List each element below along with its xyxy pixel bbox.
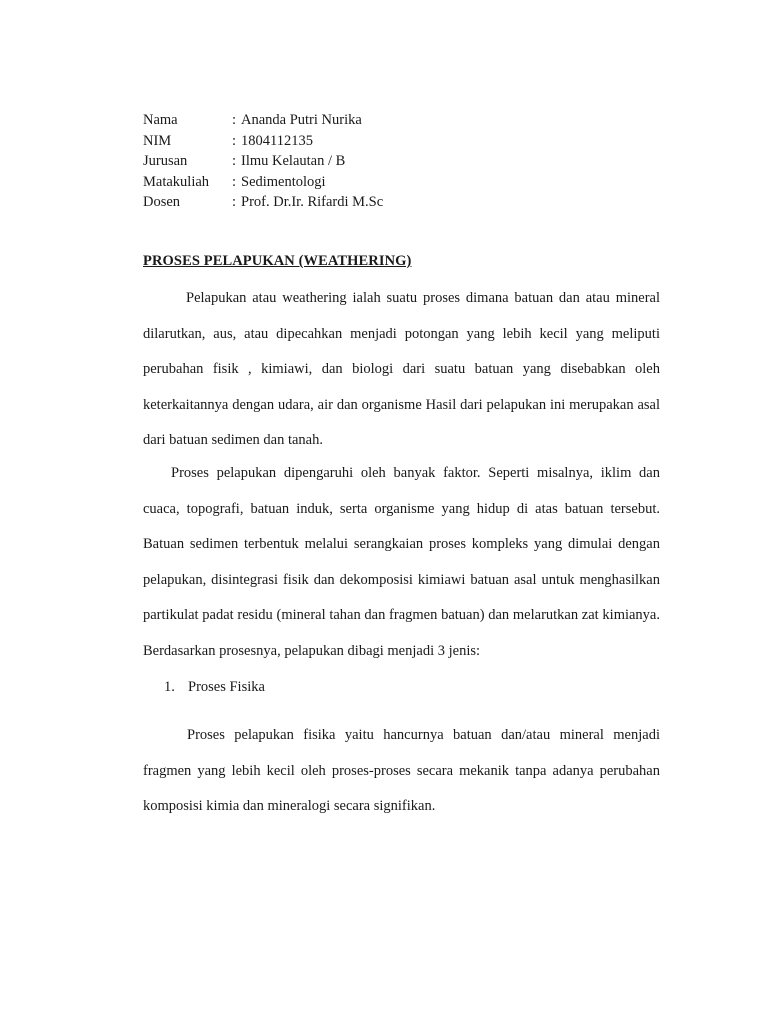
identity-value: Sedimentologi	[241, 173, 326, 190]
identity-label: Nama	[143, 112, 178, 128]
list-item-text: Proses Fisika	[188, 679, 265, 695]
identity-value: Ilmu Kelautan / B	[241, 153, 346, 169]
identity-separator: :	[232, 173, 237, 190]
identity-separator: :	[232, 132, 237, 149]
identity-row-dosen	[143, 192, 383, 213]
identity-separator: :	[232, 194, 237, 210]
identity-value: 1804112135	[241, 132, 313, 149]
identity-label: Dosen	[143, 194, 181, 210]
identity-label: Jurusan	[143, 153, 188, 169]
identity-value: Ananda Putri Nurika	[241, 112, 362, 128]
paragraph-factors: Proses pelapukan dipengaruhi oleh banyak faktor. Seperti misalnya, iklim dan cuaca, topografi, batuan induk, serta organisme yang hidup di atas batuan tersebut. Batuan sedimen terbentuk melalui serangkaian proses kompleks yang dimulai dengan pelapukan, disintegrasi fisik dan dekomposisi kimiawi batuan asal untuk menghasilkan partikulat padat residu (mineral tahan dan fragmen batuan) dan melarutkan zat kimianya. Berdasarkan prosesnya, pelapukan dibagi menjadi 3 jenis:	[143, 465, 660, 659]
identity-label: NIM	[143, 132, 172, 149]
identity-row-nim	[143, 131, 383, 152]
identity-label: Matakuliah	[143, 173, 210, 190]
identity-row-matakuliah	[143, 172, 383, 193]
identity-separator: :	[232, 112, 237, 128]
identity-block	[143, 110, 383, 213]
section-title: PROSES PELAPUKAN (WEATHERING)	[143, 253, 412, 269]
paragraph-physical-weathering: Proses pelapukan fisika yaitu hancurnya batuan dan/atau mineral menjadi fragmen yang lebih kecil oleh proses-proses secara mekanik tanpa adanya perubahan komposisi kimia dan mineralogi secara signifikan.	[143, 727, 660, 815]
list-item-physical-process	[164, 679, 265, 696]
identity-row-jurusan	[143, 151, 383, 172]
paragraph-definition: Pelapukan atau weathering ialah suatu proses dimana batuan dan atau mineral dilarutkan, aus, atau dipecahkan menjadi potongan yang lebih kecil yang meliputi perubahan fisik , kimiawi, dan biologi dari suatu batuan yang disebabkan oleh keterkaitannya dengan udara, air dan organisme Hasil dari pelapukan ini merupakan asal dari batuan sedimen dan tanah.	[143, 290, 660, 449]
identity-row-name	[143, 110, 383, 131]
list-number: 1.	[164, 679, 175, 695]
identity-value: Prof. Dr.Ir. Rifardi M.Sc	[241, 194, 384, 210]
identity-separator: :	[232, 153, 237, 169]
